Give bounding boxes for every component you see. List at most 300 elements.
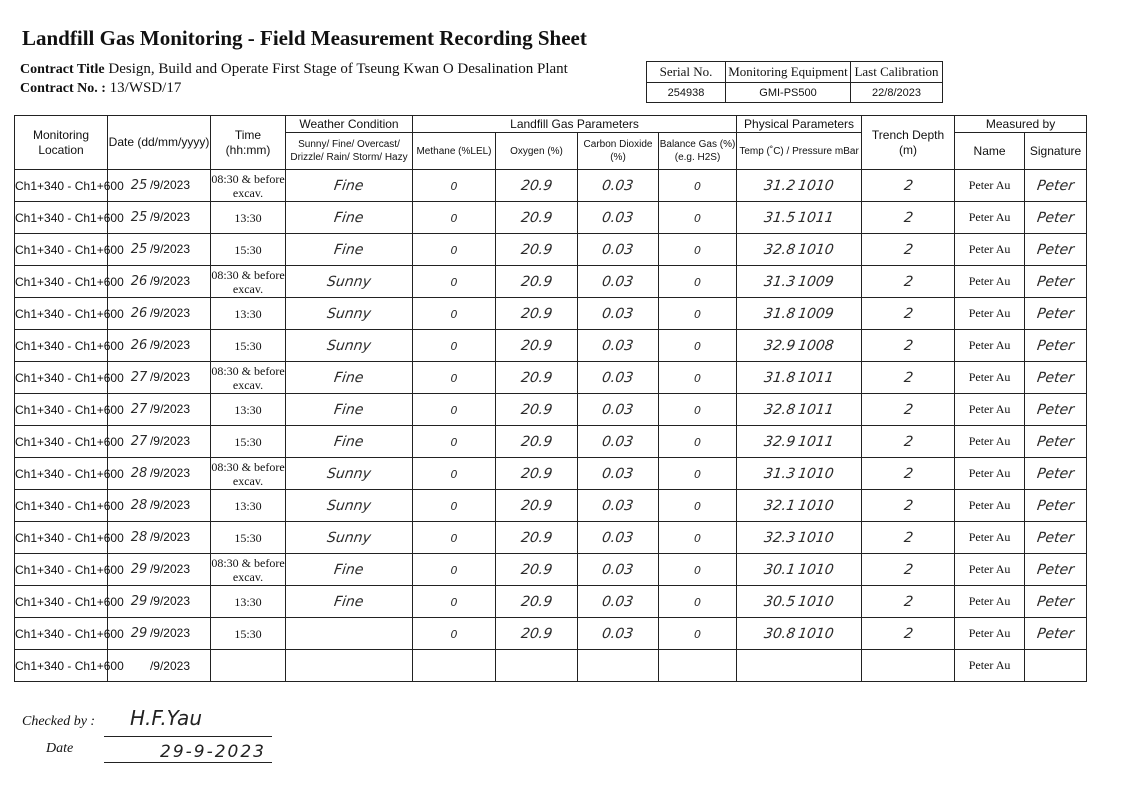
temp-pressure-cell xyxy=(737,586,862,618)
name-cell: Peter Au xyxy=(955,650,1025,682)
methane-value: 0 xyxy=(450,563,458,577)
trench-cell xyxy=(862,586,955,618)
signature-cell xyxy=(1025,394,1087,426)
co2-value: 0.03 xyxy=(601,369,635,386)
methane-value: 0 xyxy=(450,179,458,193)
methane-cell xyxy=(413,426,496,458)
trench-value: 2 xyxy=(902,369,914,386)
balance-gas-value: 0 xyxy=(694,371,702,385)
day-handwritten: 29 xyxy=(130,562,148,577)
sheet-title: Landfill Gas Monitoring - Field Measurement Recording Sheet xyxy=(22,26,587,50)
equipment-table xyxy=(646,61,943,103)
date-month-year: /9/2023 xyxy=(149,210,191,224)
weather-handwritten: Sunny xyxy=(325,305,373,322)
oxygen-cell xyxy=(496,362,578,394)
time-cell: 13:30 xyxy=(211,202,286,234)
methane-value: 0 xyxy=(450,211,458,225)
table-row xyxy=(15,202,1087,234)
date-month-year: /9/2023 xyxy=(149,594,191,608)
signature-cell xyxy=(1025,266,1087,298)
weather-handwritten: Sunny xyxy=(325,337,373,354)
co2-value: 0.03 xyxy=(601,241,635,258)
name-cell: Peter Au xyxy=(955,298,1025,330)
temp-pressure-cell xyxy=(737,650,862,682)
pressure-value: 1011 xyxy=(797,433,836,450)
co2-cell xyxy=(578,170,659,202)
co2-cell xyxy=(578,426,659,458)
pressure-value: 1011 xyxy=(797,401,836,418)
balance-gas-cell xyxy=(659,170,737,202)
oxygen-cell xyxy=(496,522,578,554)
table-row xyxy=(15,394,1087,426)
balance-gas-cell xyxy=(659,586,737,618)
signature-cell xyxy=(1025,522,1087,554)
day-handwritten: 27 xyxy=(130,370,148,385)
pressure-value: 1010 xyxy=(797,593,836,610)
lfg-header: Landfill Gas Parameters xyxy=(413,116,737,133)
balance-gas-cell xyxy=(659,522,737,554)
weather-cell xyxy=(286,394,413,426)
temp-value: 31.8 xyxy=(762,369,797,386)
temp-pressure-cell xyxy=(737,522,862,554)
co2-value: 0.03 xyxy=(601,465,635,482)
location-cell: Ch1+340 - Ch1+600 xyxy=(15,394,108,426)
methane-header: Methane (%LEL) xyxy=(413,133,496,170)
day-handwritten: 27 xyxy=(130,434,148,449)
weather-handwritten: Sunny xyxy=(325,529,373,546)
signature-cell xyxy=(1025,234,1087,266)
methane-cell xyxy=(413,362,496,394)
pressure-value: 1010 xyxy=(797,241,836,258)
oxygen-cell xyxy=(496,554,578,586)
co2-cell xyxy=(578,202,659,234)
trench-value: 2 xyxy=(902,625,914,642)
weather-handwritten: Fine xyxy=(333,209,365,226)
co2-value: 0.03 xyxy=(601,209,635,226)
weather-handwritten: Sunny xyxy=(325,273,373,290)
trench-cell xyxy=(862,650,955,682)
location-header: Monitoring Location xyxy=(15,116,108,170)
location-cell: Ch1+340 - Ch1+600 xyxy=(15,330,108,362)
weather-cell xyxy=(286,170,413,202)
date-month-year: /9/2023 xyxy=(149,370,191,384)
balance-gas-value: 0 xyxy=(694,275,702,289)
co2-cell xyxy=(578,586,659,618)
oxygen-value: 20.9 xyxy=(519,369,554,386)
balance-gas-cell xyxy=(659,554,737,586)
contract-no-value: 13/WSD/17 xyxy=(109,80,182,96)
table-row xyxy=(15,650,1087,682)
time-cell: 08:30 & before excav. xyxy=(211,459,285,488)
balance-gas-value: 0 xyxy=(694,499,702,513)
day-handwritten: 26 xyxy=(130,338,148,353)
methane-cell xyxy=(413,298,496,330)
methane-cell xyxy=(413,490,496,522)
time-cell: 08:30 & before excav. xyxy=(211,171,285,200)
checked-by-line xyxy=(104,736,272,737)
table-row xyxy=(15,266,1087,298)
methane-cell xyxy=(413,330,496,362)
oxygen-value: 20.9 xyxy=(519,593,554,610)
table-row xyxy=(15,426,1087,458)
pressure-value: 1011 xyxy=(797,369,836,386)
weather-cell xyxy=(286,586,413,618)
serial-no-header: Serial No. xyxy=(647,62,726,83)
time-cell: 08:30 & before excav. xyxy=(211,267,285,296)
trench-value: 2 xyxy=(902,465,914,482)
location-cell: Ch1+340 - Ch1+600 xyxy=(15,618,108,650)
trench-value: 2 xyxy=(902,561,914,578)
contract-title-line xyxy=(20,61,568,78)
measurement-table xyxy=(14,115,1087,682)
trench-value: 2 xyxy=(902,273,914,290)
temp-value: 32.3 xyxy=(762,529,797,546)
table-row xyxy=(15,618,1087,650)
oxygen-value: 20.9 xyxy=(519,241,554,258)
temp-value: 31.3 xyxy=(762,465,797,482)
signature-handwritten: Peter xyxy=(1035,337,1076,354)
weather-cell xyxy=(286,330,413,362)
location-cell: Ch1+340 - Ch1+600 xyxy=(15,650,108,682)
temp-value: 31.2 xyxy=(762,177,797,194)
co2-cell xyxy=(578,298,659,330)
signature-cell xyxy=(1025,650,1087,682)
oxygen-cell xyxy=(496,490,578,522)
methane-cell xyxy=(413,554,496,586)
co2-cell xyxy=(578,266,659,298)
temp-value: 31.8 xyxy=(762,305,797,322)
table-row xyxy=(15,458,1087,490)
day-handwritten: 25 xyxy=(130,242,148,257)
date-month-year: /9/2023 xyxy=(149,306,191,320)
weather-cell xyxy=(286,554,413,586)
methane-value: 0 xyxy=(450,435,458,449)
date-line xyxy=(104,762,272,763)
methane-value: 0 xyxy=(450,627,458,641)
balance-gas-cell xyxy=(659,426,737,458)
day-handwritten: 25 xyxy=(130,178,148,193)
trench-value: 2 xyxy=(902,529,914,546)
signature-cell xyxy=(1025,490,1087,522)
weather-cell xyxy=(286,458,413,490)
methane-value: 0 xyxy=(450,243,458,257)
oxygen-cell xyxy=(496,266,578,298)
co2-value: 0.03 xyxy=(601,401,635,418)
balance-gas-cell xyxy=(659,202,737,234)
time-cell: 08:30 & before excav. xyxy=(211,363,285,392)
temp-pressure-cell xyxy=(737,394,862,426)
last-calibration-value: 22/8/2023 xyxy=(851,83,943,103)
name-cell: Peter Au xyxy=(955,490,1025,522)
oxygen-value: 20.9 xyxy=(519,177,554,194)
day-handwritten: 28 xyxy=(130,466,148,481)
co2-value: 0.03 xyxy=(601,561,635,578)
signature-cell xyxy=(1025,170,1087,202)
balance-gas-value: 0 xyxy=(694,243,702,257)
temp-value: 30.5 xyxy=(762,593,797,610)
time-cell: 15:30 xyxy=(211,522,286,554)
pressure-value: 1010 xyxy=(797,529,836,546)
co2-value: 0.03 xyxy=(601,625,635,642)
weather-cell xyxy=(286,618,413,650)
contract-no-label: Contract No. : xyxy=(20,81,106,96)
location-cell: Ch1+340 - Ch1+600 xyxy=(15,202,108,234)
oxygen-cell xyxy=(496,618,578,650)
temp-pressure-cell xyxy=(737,458,862,490)
methane-value: 0 xyxy=(450,595,458,609)
co2-value: 0.03 xyxy=(601,177,635,194)
co2-cell xyxy=(578,522,659,554)
location-cell: Ch1+340 - Ch1+600 xyxy=(15,362,108,394)
oxygen-cell xyxy=(496,170,578,202)
oxygen-header: Oxygen (%) xyxy=(496,133,578,170)
day-handwritten: 27 xyxy=(130,402,148,417)
oxygen-cell xyxy=(496,202,578,234)
date-month-year: /9/2023 xyxy=(149,530,191,544)
co2-cell xyxy=(578,458,659,490)
name-cell: Peter Au xyxy=(955,458,1025,490)
balance-gas-cell xyxy=(659,394,737,426)
oxygen-cell xyxy=(496,586,578,618)
table-row xyxy=(15,554,1087,586)
pressure-value: 1009 xyxy=(797,305,836,322)
pressure-value: 1010 xyxy=(797,561,836,578)
balance-gas-value: 0 xyxy=(694,435,702,449)
balance-gas-cell xyxy=(659,458,737,490)
day-handwritten: 25 xyxy=(130,210,148,225)
signature-cell xyxy=(1025,554,1087,586)
name-cell: Peter Au xyxy=(955,170,1025,202)
time-cell: 15:30 xyxy=(211,330,286,362)
signature-handwritten: Peter xyxy=(1035,529,1076,546)
temp-pressure-cell xyxy=(737,426,862,458)
trench-value: 2 xyxy=(902,593,914,610)
date-month-year: /9/2023 xyxy=(149,242,191,256)
weather-handwritten: Fine xyxy=(333,369,365,386)
location-cell: Ch1+340 - Ch1+600 xyxy=(15,298,108,330)
name-cell: Peter Au xyxy=(955,554,1025,586)
temp-value: 32.8 xyxy=(762,241,797,258)
trench-cell xyxy=(862,362,955,394)
location-cell: Ch1+340 - Ch1+600 xyxy=(15,266,108,298)
temp-pressure-cell xyxy=(737,554,862,586)
time-cell: 15:30 xyxy=(211,426,286,458)
co2-cell xyxy=(578,234,659,266)
date-month-year: /9/2023 xyxy=(149,338,191,352)
date-month-year: /9/2023 xyxy=(149,178,191,192)
temp-value: 30.8 xyxy=(762,625,797,642)
name-cell: Peter Au xyxy=(955,522,1025,554)
oxygen-value: 20.9 xyxy=(519,305,554,322)
trench-value: 2 xyxy=(902,177,914,194)
table-row xyxy=(15,490,1087,522)
oxygen-value: 20.9 xyxy=(519,625,554,642)
weather-cell xyxy=(286,266,413,298)
oxygen-cell xyxy=(496,458,578,490)
temp-pressure-cell xyxy=(737,234,862,266)
co2-cell xyxy=(578,618,659,650)
balance-gas-cell xyxy=(659,266,737,298)
weather-handwritten: Sunny xyxy=(325,497,373,514)
methane-value: 0 xyxy=(450,371,458,385)
trench-value: 2 xyxy=(902,209,914,226)
temp-value: 32.8 xyxy=(762,401,797,418)
temp-pressure-cell xyxy=(737,202,862,234)
oxygen-cell xyxy=(496,298,578,330)
table-row xyxy=(15,362,1087,394)
day-handwritten: 29 xyxy=(130,626,148,641)
co2-cell xyxy=(578,490,659,522)
balance-gas-value: 0 xyxy=(694,531,702,545)
time-cell: 15:30 xyxy=(211,234,286,266)
methane-value: 0 xyxy=(450,275,458,289)
weather-cell xyxy=(286,362,413,394)
balance-gas-value: 0 xyxy=(694,339,702,353)
physical-header: Physical Parameters xyxy=(737,116,862,133)
co2-cell xyxy=(578,394,659,426)
date-month-year: /9/2023 xyxy=(149,626,191,640)
trench-value: 2 xyxy=(902,241,914,258)
oxygen-cell xyxy=(496,330,578,362)
trench-cell xyxy=(862,458,955,490)
name-cell: Peter Au xyxy=(955,362,1025,394)
balance-gas-cell xyxy=(659,618,737,650)
signature-handwritten: Peter xyxy=(1035,497,1076,514)
signature-cell xyxy=(1025,298,1087,330)
co2-value: 0.03 xyxy=(601,497,635,514)
location-cell: Ch1+340 - Ch1+600 xyxy=(15,170,108,202)
balance-gas-header: Balance Gas (%) (e.g. H2S) xyxy=(659,133,737,170)
name-cell: Peter Au xyxy=(955,426,1025,458)
signature-cell xyxy=(1025,586,1087,618)
oxygen-value: 20.9 xyxy=(519,273,554,290)
methane-cell xyxy=(413,586,496,618)
name-cell: Peter Au xyxy=(955,266,1025,298)
co2-value: 0.03 xyxy=(601,593,635,610)
balance-gas-cell xyxy=(659,330,737,362)
trench-value: 2 xyxy=(902,497,914,514)
oxygen-value: 20.9 xyxy=(519,337,554,354)
methane-cell xyxy=(413,618,496,650)
balance-gas-value: 0 xyxy=(694,403,702,417)
checked-by-signature: H.F.Yau xyxy=(130,706,202,730)
time-cell: 13:30 xyxy=(211,586,286,618)
signature-handwritten: Peter xyxy=(1035,209,1076,226)
oxygen-cell xyxy=(496,394,578,426)
location-cell: Ch1+340 - Ch1+600 xyxy=(15,554,108,586)
pressure-value: 1009 xyxy=(797,273,836,290)
name-cell: Peter Au xyxy=(955,234,1025,266)
methane-cell xyxy=(413,170,496,202)
signature-handwritten: Peter xyxy=(1035,369,1076,386)
signature-header: Signature xyxy=(1025,133,1087,170)
signature-cell xyxy=(1025,202,1087,234)
signature-handwritten: Peter xyxy=(1035,433,1076,450)
name-cell: Peter Au xyxy=(955,394,1025,426)
co2-cell xyxy=(578,330,659,362)
name-cell: Peter Au xyxy=(955,330,1025,362)
balance-gas-value: 0 xyxy=(694,627,702,641)
trench-cell xyxy=(862,170,955,202)
trench-cell xyxy=(862,394,955,426)
balance-gas-cell xyxy=(659,298,737,330)
methane-cell xyxy=(413,458,496,490)
name-cell: Peter Au xyxy=(955,586,1025,618)
temp-pressure-cell xyxy=(737,170,862,202)
weather-handwritten: Fine xyxy=(333,433,365,450)
temp-value: 31.3 xyxy=(762,273,797,290)
table-row xyxy=(15,298,1087,330)
co2-cell xyxy=(578,362,659,394)
trench-cell xyxy=(862,202,955,234)
pressure-value: 1011 xyxy=(797,209,836,226)
weather-header: Weather Condition xyxy=(286,116,413,133)
day-handwritten: 28 xyxy=(130,530,148,545)
temp-pressure-cell xyxy=(737,266,862,298)
signature-handwritten: Peter xyxy=(1035,273,1076,290)
balance-gas-value: 0 xyxy=(694,563,702,577)
temp-pressure-cell xyxy=(737,298,862,330)
signature-cell xyxy=(1025,426,1087,458)
signature-handwritten: Peter xyxy=(1035,305,1076,322)
trench-header: Trench Depth (m) xyxy=(862,116,955,170)
trench-value: 2 xyxy=(902,433,914,450)
balance-gas-value: 0 xyxy=(694,179,702,193)
monitoring-equipment-header: Monitoring Equipment xyxy=(726,62,851,83)
weather-cell xyxy=(286,490,413,522)
time-header: Time (hh:mm) xyxy=(211,116,286,170)
signature-handwritten: Peter xyxy=(1035,593,1076,610)
date-month-year: /9/2023 xyxy=(149,434,191,448)
weather-cell xyxy=(286,650,413,682)
methane-value: 0 xyxy=(450,307,458,321)
methane-cell xyxy=(413,522,496,554)
weather-handwritten: Fine xyxy=(333,241,365,258)
oxygen-cell xyxy=(496,234,578,266)
pressure-value: 1008 xyxy=(797,337,836,354)
name-header: Name xyxy=(955,133,1025,170)
date-month-year: /9/2023 xyxy=(149,402,191,416)
oxygen-cell xyxy=(496,426,578,458)
oxygen-value: 20.9 xyxy=(519,529,554,546)
weather-handwritten: Fine xyxy=(333,177,365,194)
signature-cell xyxy=(1025,618,1087,650)
co2-header: Carbon Dioxide (%) xyxy=(578,133,659,170)
day-handwritten: 26 xyxy=(130,306,148,321)
last-calibration-header: Last Calibration xyxy=(851,62,943,83)
measured-by-header: Measured by xyxy=(955,116,1087,133)
table-row xyxy=(15,522,1087,554)
weather-options-header: Sunny/ Fine/ Overcast/ Drizzle/ Rain/ Storm/ Hazy xyxy=(286,133,413,170)
location-cell: Ch1+340 - Ch1+600 xyxy=(15,234,108,266)
temp-pressure-cell xyxy=(737,330,862,362)
signature-handwritten: Peter xyxy=(1035,401,1076,418)
balance-gas-cell xyxy=(659,490,737,522)
table-row xyxy=(15,586,1087,618)
balance-gas-cell xyxy=(659,362,737,394)
header-row-1 xyxy=(15,116,1087,133)
trench-value: 2 xyxy=(902,337,914,354)
oxygen-value: 20.9 xyxy=(519,401,554,418)
name-cell: Peter Au xyxy=(955,618,1025,650)
weather-cell xyxy=(286,234,413,266)
oxygen-value: 20.9 xyxy=(519,497,554,514)
table-row xyxy=(15,234,1087,266)
balance-gas-value: 0 xyxy=(694,595,702,609)
temp-value: 32.1 xyxy=(762,497,797,514)
methane-value: 0 xyxy=(450,403,458,417)
location-cell: Ch1+340 - Ch1+600 xyxy=(15,522,108,554)
